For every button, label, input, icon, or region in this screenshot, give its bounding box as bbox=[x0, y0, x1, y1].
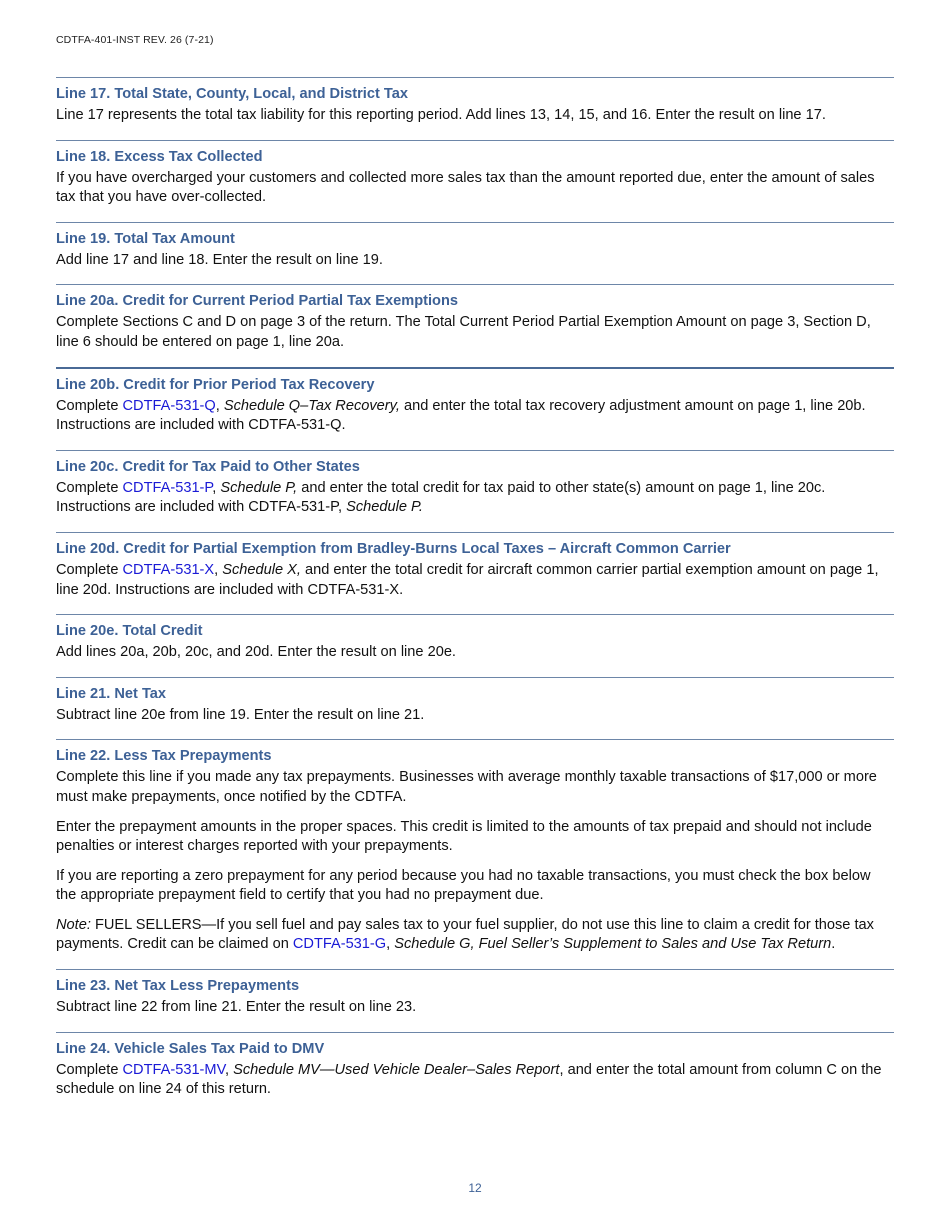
text-span: and enter the total tax recovery adjustment amount on page 1, line 20b. Instructions are included with CDTFA-531-Q. bbox=[56, 397, 866, 434]
section-heading: Line 22. Less Tax Prepayments bbox=[56, 748, 272, 765]
section-line-20a bbox=[56, 284, 894, 352]
section-line-23 bbox=[56, 969, 894, 1018]
text-span: , bbox=[212, 479, 221, 496]
section-line-21 bbox=[56, 677, 894, 726]
cdtfa-531-x-link[interactable]: CDTFA-531-X bbox=[122, 561, 215, 578]
text-span: , bbox=[214, 561, 223, 578]
schedule-title: Schedule X, bbox=[222, 561, 301, 578]
section-text bbox=[56, 561, 894, 600]
fuel-sellers-note bbox=[56, 916, 894, 955]
text-span: Complete bbox=[56, 397, 123, 414]
section-heading: Line 21. Net Tax bbox=[56, 685, 167, 702]
schedule-title: Schedule P, bbox=[220, 479, 298, 496]
section-text: Subtract line 22 from line 21. Enter the result on line 23. bbox=[56, 999, 417, 1016]
note-label: Note: bbox=[56, 916, 91, 933]
section-line-20e bbox=[56, 614, 894, 663]
section-heading: Line 18. Excess Tax Collected bbox=[56, 148, 263, 165]
section-heading: Line 20a. Credit for Current Period Partial Tax Exemptions bbox=[56, 293, 458, 310]
schedule-title: Schedule MV—Used Vehicle Dealer–Sales Report bbox=[233, 1061, 560, 1078]
cdtfa-531-g-link[interactable]: CDTFA-531-G bbox=[292, 936, 387, 953]
section-heading: Line 19. Total Tax Amount bbox=[56, 230, 235, 247]
text-span: , bbox=[386, 936, 395, 953]
form-id-header: CDTFA-401-INST REV. 26 (7-21) bbox=[56, 34, 214, 46]
text-span: FUEL SELLERS—If you sell fuel and pay sales tax to your fuel supplier, do not use this line to claim a credit for those tax payments. Credit can be claimed on bbox=[56, 916, 874, 953]
section-line-24 bbox=[56, 1032, 894, 1100]
schedule-title: Schedule G, Fuel Seller’s Supplement to Sales and Use Tax Return bbox=[394, 936, 832, 953]
section-text: Complete Sections C and D on page 3 of the return. The Total Current Period Partial Exemption Amount on page 3, Section D, line 6 should be entered on page 1, line 20a. bbox=[56, 314, 871, 350]
section-text bbox=[56, 479, 894, 518]
cdtfa-531-q-link[interactable]: CDTFA-531-Q bbox=[122, 397, 216, 414]
section-line-17 bbox=[56, 77, 894, 126]
cdtfa-531-p-link[interactable]: CDTFA-531-P bbox=[122, 479, 213, 496]
section-heading: Line 17. Total State, County, Local, and District Tax bbox=[56, 86, 408, 102]
schedule-title: Schedule Q–Tax Recovery, bbox=[223, 397, 400, 414]
section-text: If you are reporting a zero prepayment for any period because you had no taxable transactions, you must check the box below the appropriate prepayment field to certify that you had no prepayment due. bbox=[56, 867, 871, 904]
section-heading: Line 20b. Credit for Prior Period Tax Recovery bbox=[56, 376, 375, 393]
text-span: , bbox=[224, 1061, 234, 1078]
text-span: . bbox=[831, 936, 836, 953]
section-text: Complete this line if you made any tax prepayments. Businesses with average monthly taxable transactions of $17,000 or more must make prepayments, once notified by the CDTFA. bbox=[56, 769, 877, 805]
section-text: Subtract line 20e from line 19. Enter the result on line 21. bbox=[56, 706, 425, 723]
section-text: Add lines 20a, 20b, 20c, and 20d. Enter the result on line 20e. bbox=[56, 644, 456, 661]
section-line-22 bbox=[56, 739, 894, 955]
text-span: and enter the total credit for aircraft common carrier partial exemption amount on page 1, line 20d. Instructions are included with CDTFA-531-X. bbox=[56, 561, 879, 598]
section-line-19 bbox=[56, 222, 894, 271]
instructions-content bbox=[56, 77, 894, 1114]
section-line-20d bbox=[56, 532, 894, 600]
section-text bbox=[56, 397, 894, 436]
section-line-20b bbox=[56, 367, 894, 436]
cdtfa-531-mv-link[interactable]: CDTFA-531-MV bbox=[122, 1061, 225, 1078]
section-text: Line 17 represents the total tax liability for this reporting period. Add lines 13, 14, 15, and 16. Enter the result on line 17. bbox=[56, 107, 826, 123]
section-text: If you have overcharged your customers and collected more sales tax than the amount reported due, enter the amount of sales tax that you have over-collected. bbox=[56, 169, 875, 206]
section-heading: Line 23. Net Tax Less Prepayments bbox=[56, 978, 300, 995]
section-text: Enter the prepayment amounts in the proper spaces. This credit is limited to the amounts of tax prepaid and should not include penalties or interest charges reported with your prepayments. bbox=[56, 818, 872, 855]
section-line-18 bbox=[56, 140, 894, 208]
page-number: 12 bbox=[468, 1181, 482, 1195]
section-heading: Line 20d. Credit for Partial Exemption from Bradley-Burns Local Taxes – Aircraft Common Carrier bbox=[56, 540, 731, 557]
schedule-title: Schedule P. bbox=[346, 499, 423, 516]
text-span: , bbox=[215, 397, 224, 414]
section-text bbox=[56, 1061, 894, 1100]
text-span: Complete bbox=[56, 561, 123, 578]
section-text: Add line 17 and line 18. Enter the result on line 19. bbox=[56, 251, 383, 268]
section-heading: Line 24. Vehicle Sales Tax Paid to DMV bbox=[56, 1040, 325, 1057]
text-span: Complete bbox=[56, 1061, 123, 1078]
section-line-20c bbox=[56, 450, 894, 518]
text-span: Complete bbox=[56, 479, 123, 496]
text-span: , and enter the total amount from column C on the schedule on line 24 of this return. bbox=[56, 1061, 882, 1098]
text-span: and enter the total credit for tax paid to other state(s) amount on page 1, line 20c. Instructions are included with CDTFA-531-P, bbox=[56, 479, 826, 516]
section-heading: Line 20e. Total Credit bbox=[56, 623, 203, 640]
section-heading: Line 20c. Credit for Tax Paid to Other States bbox=[56, 458, 360, 475]
